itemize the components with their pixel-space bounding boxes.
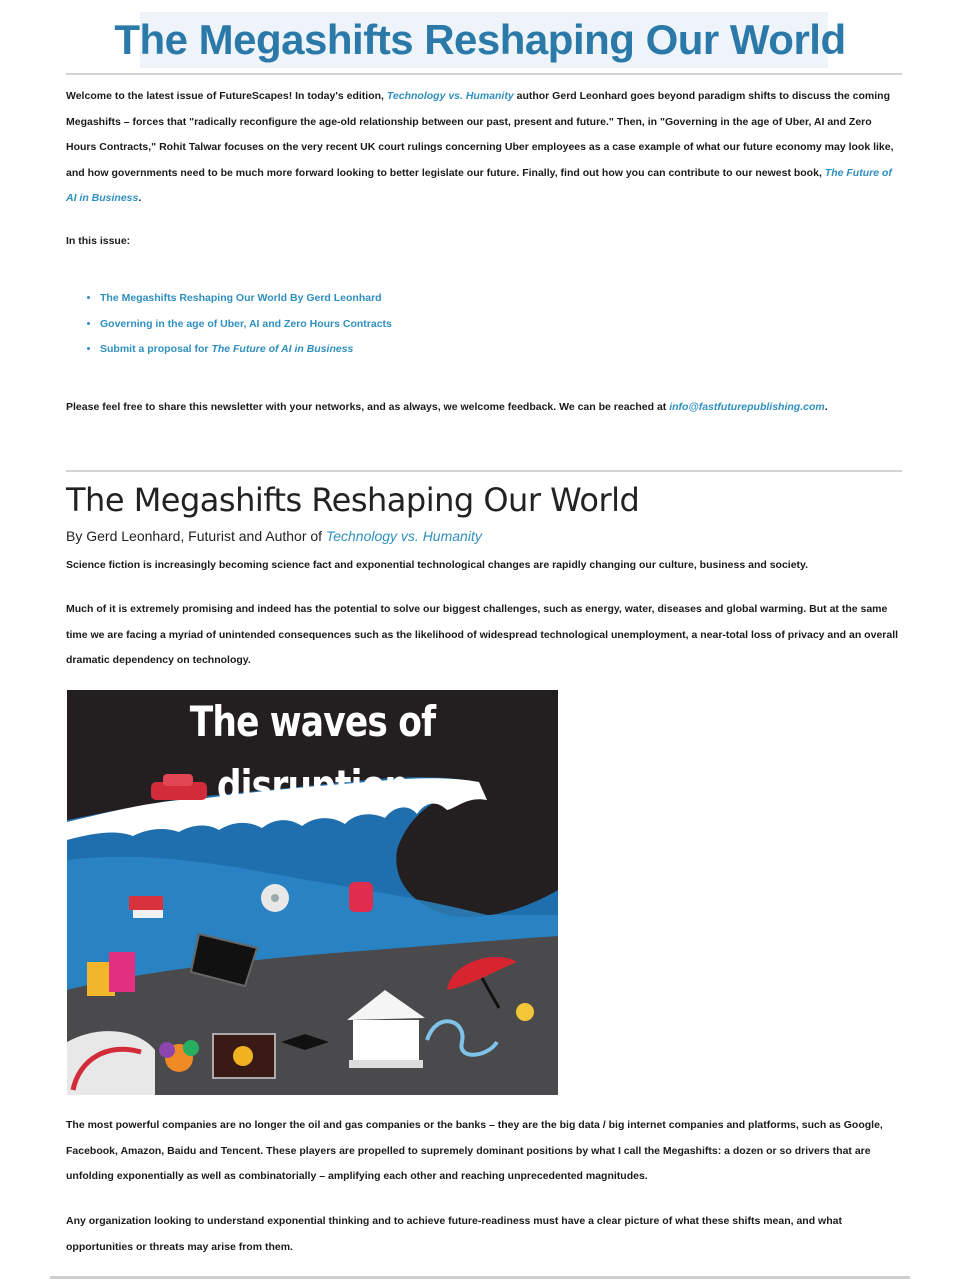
issue-item-governing[interactable]: • Governing in the age of Uber, AI and Zero Hours Contracts: [100, 312, 392, 338]
article-paragraph-2: Much of it is extremely promising and indeed has the potential to solve our biggest challenges, such as energy, water, diseases and global warming. But at the same time we are facing a myriad of unintended consequences such as the likelihood of widespread technological unemployment, a near-total loss of privacy and an overall dramatic dependency on technology.: [66, 603, 899, 666]
article-paragraph-4: Any organization looking to understand exponential thinking and to achieve future-readiness must have a clear picture of what these shifts mean, and what opportunities or threats may arise from them.: [66, 1215, 842, 1253]
divider: [66, 73, 902, 75]
books-icon: [129, 896, 163, 910]
feedback-paragraph: Please feel free to share this newsletter with your networks, and as always, we welcome feedback. We can be reached at info@fastfuturepublishing.com.: [66, 401, 828, 413]
gauge-icon: [67, 1031, 155, 1095]
byline-book-link[interactable]: Technology vs. Humanity: [325, 528, 482, 544]
issue-list: [78, 286, 392, 363]
waves-of-disruption-image: [67, 690, 558, 1095]
page-title: The Megashifts Reshaping Our World: [114, 16, 846, 63]
phone-icon: [349, 882, 373, 912]
lightbulb-icon: [516, 1003, 534, 1021]
divider: [50, 1276, 910, 1279]
divider: [66, 470, 902, 472]
technology-vs-humanity-link[interactable]: Technology vs. Humanity: [386, 90, 514, 102]
image-caption-title: The waves of disruption: [189, 697, 436, 810]
issue-item-megashifts[interactable]: • The Megashifts Reshaping Our World By Gerd Leonhard: [100, 286, 392, 312]
future-of-ai-link[interactable]: The Future of AI in Business: [66, 166, 892, 204]
in-this-issue-label: In this issue:: [66, 235, 131, 247]
article-paragraph-3: The most powerful companies are no longer the oil and gas companies or the banks – they are the big data / big internet companies and platforms, such as Google, Facebook, Amazon, Baidu and Tencent. These players are propelled to supremely dominant positions by what I call the Megashifts: a dozen or so drivers that are unfolding exponentially as well as combinatorially – amplifying each other and reaching unprecedented magnitudes.: [66, 1119, 883, 1182]
article-paragraph-1: Science fiction is increasingly becoming science fact and exponential technological changes are rapidly changing our culture, business and society.: [66, 559, 809, 571]
issue-item-submit-proposal[interactable]: • Submit a proposal for The Future of AI in Business: [100, 337, 392, 363]
intro-paragraph: Welcome to the latest issue of FutureScapes! In today's edition, Technology vs. Humanity author Gerd Leonhard goes beyond paradigm shifts to discuss the coming Megashifts – forces that "radically reconfigure the age-old relationship between our past, present and future." Then, in "Governing in the age of Uber, AI and Zero Hours Contracts," Rohit Talwar focuses on the very recent UK court rulings concerning Uber employees as a case example of what our future economy may look like, and how governments need to be much more forward looking to better legislate our future. Finally, find out how you can contribute to our newest book, The Future of AI in Business.: [66, 90, 894, 204]
byline: By Gerd Leonhard, Futurist and Author of Technology vs. Humanity: [66, 528, 482, 544]
article-title: The Megashifts Reshaping Our World: [66, 481, 640, 519]
email-link[interactable]: info@fastfuturepublishing.com: [669, 401, 825, 413]
